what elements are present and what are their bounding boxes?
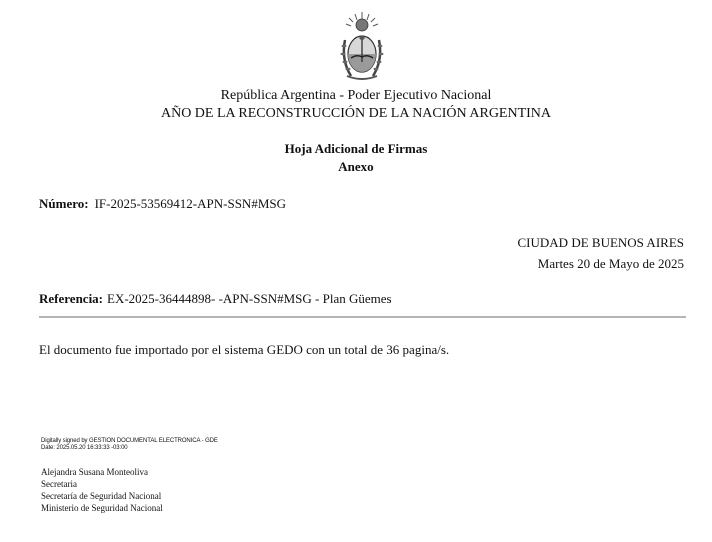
header-line-1: República Argentina - Poder Ejecutivo Nacional	[220, 88, 492, 103]
date: Martes 20 de Mayo de 2025	[537, 256, 684, 271]
signer-name: Alejandra Susana Monteoliva	[41, 467, 148, 477]
divider	[39, 316, 686, 318]
digital-signature-line-1: Digitally signed by GESTION DOCUMENTAL ELECTRONICA - GDE	[41, 438, 218, 444]
digital-signature-stamp	[41, 438, 218, 452]
body-text: El documento fue importado por el sistema GEDO con un total de 36 pagina/s.	[39, 342, 450, 357]
numero-value: IF-2025-53569412-APN-SSN#MSG	[94, 196, 287, 211]
document-title: Hoja Adicional de Firmas	[284, 141, 428, 156]
numero-row	[39, 196, 286, 212]
document-subtitle: Anexo	[338, 159, 374, 174]
referencia-label: Referencia:	[39, 291, 104, 306]
header-line-2: AÑO DE LA RECONSTRUCCIÓN DE LA NACIÓN ARGENTINA	[160, 106, 552, 121]
signer-office: Secretaría de Seguridad Nacional	[41, 491, 162, 501]
numero-label: Número:	[39, 196, 89, 211]
digital-signature-date: Date: 2025.05.20 16:33:33 -03:00	[41, 445, 128, 451]
signer-block	[41, 466, 163, 514]
argentina-coat-of-arms-icon	[337, 10, 387, 88]
signer-ministry: Ministerio de Seguridad Nacional	[41, 503, 163, 513]
signer-role: Secretaria	[41, 479, 77, 489]
referencia-row	[39, 291, 392, 307]
referencia-value: EX-2025-36444898- -APN-SSN#MSG - Plan Güemes	[107, 291, 392, 306]
city: CIUDAD DE BUENOS AIRES	[517, 235, 684, 250]
